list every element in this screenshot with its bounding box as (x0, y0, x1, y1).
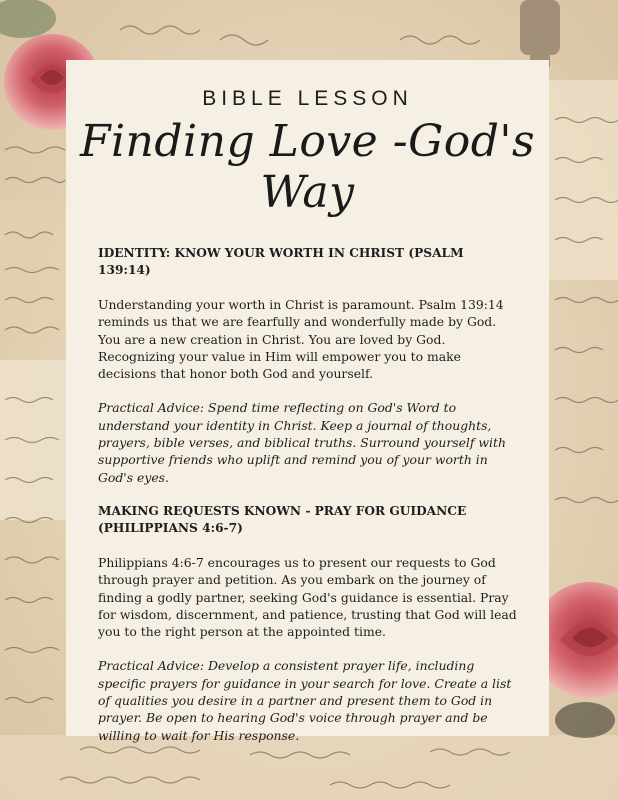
section-heading: MAKING REQUESTS KNOWN - PRAY FOR GUIDANCE (PHILIPPIANS 4:6-7) (98, 503, 467, 535)
practical-advice: Practical Advice: Develop a consistent prayer life, including specific prayers for guidance in your search for love. Create a list of qualities you desire in a partner and present them to God in prayer. Be open to hearing God's voice through prayer and be willing to wait for His response. (98, 658, 512, 743)
section-body: Understanding your worth in Christ is paramount. Psalm 139:14 reminds us that we are fearfully and wonderfully made by God. You are a new creation in Christ. You are loved by God. Recognizing your value in Him will empower you to make decisions that honor both God and yourself. (98, 297, 504, 382)
section-heading: IDENTITY: KNOW YOUR WORTH IN CHRIST (PSALM 139:14) (98, 246, 464, 277)
section-body: Philippians 4:6-7 encourages us to present our requests to God through prayer and petition. As you embark on the journey of finding a godly partner, seeking God's guidance is essential. Pray for wisdom, discernment, and patience, trusting that God will lead you to the right person at the appointed time. (98, 554, 517, 640)
lesson-content (98, 245, 518, 761)
practical-advice: Practical Advice: Spend time reflecting on God's Word to understand your identity in Christ. Keep a journal of thoughts, prayers, bible verses, and biblical truths. Surround yourself with supportive friends who uplift and remind you of your worth in God's eyes. (98, 400, 506, 485)
kicker-label: BIBLE LESSON (202, 87, 413, 110)
lesson-title: Finding Love -God's Way (79, 116, 536, 218)
lesson-card (66, 60, 549, 743)
